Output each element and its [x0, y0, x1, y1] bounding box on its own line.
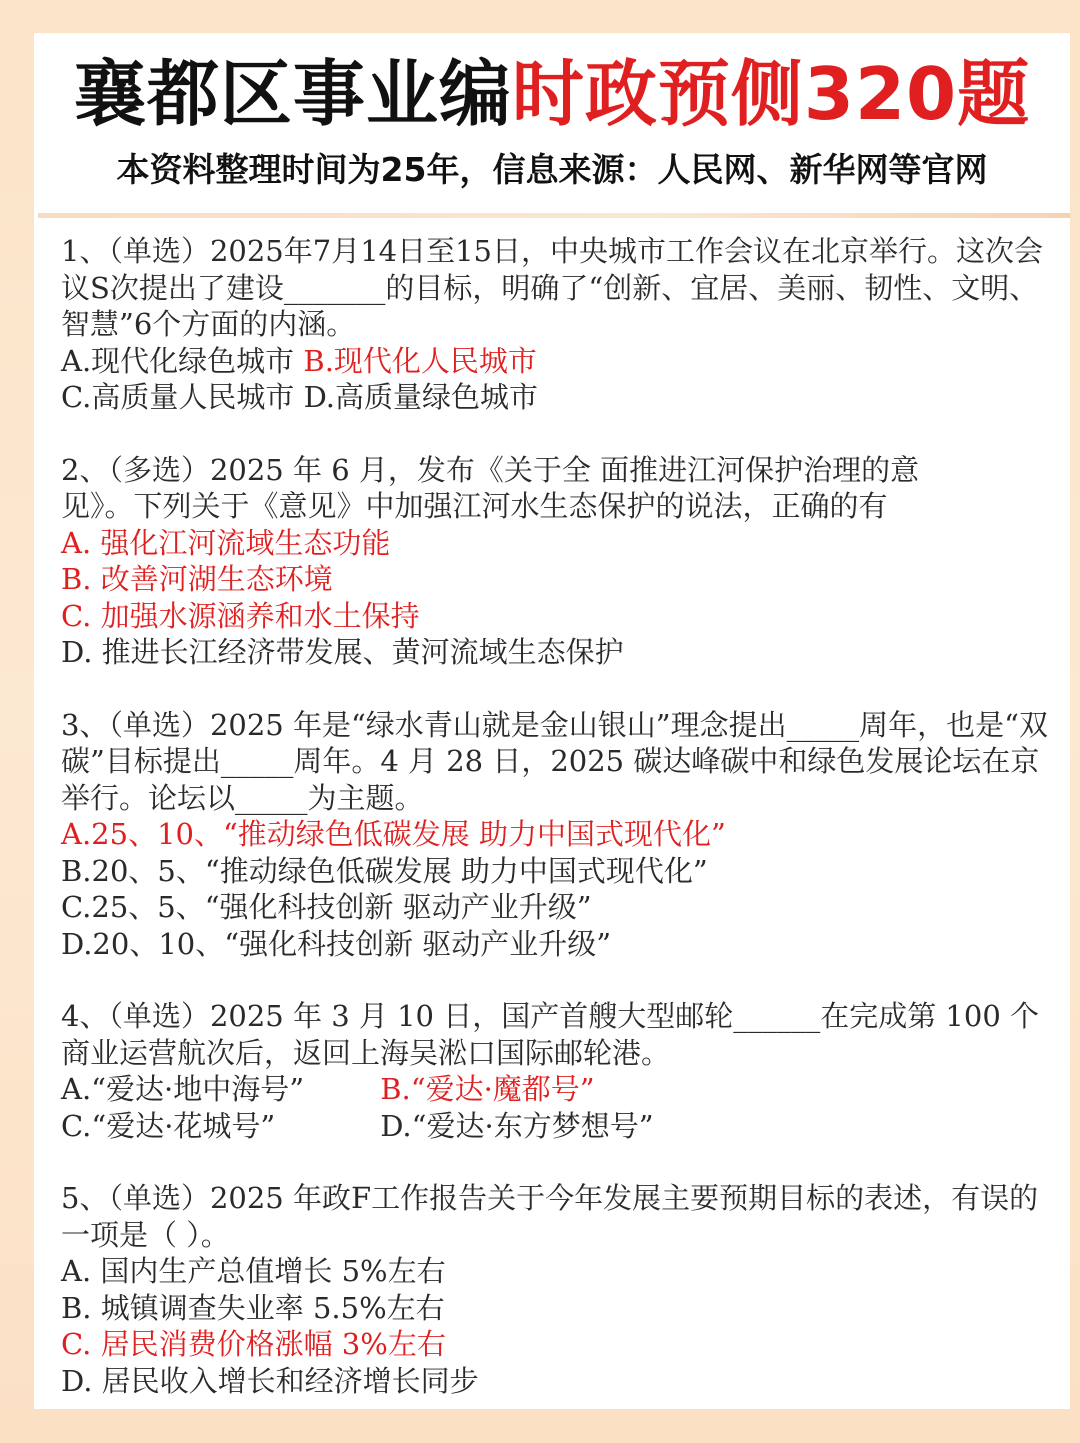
question-4 [61, 998, 1051, 1144]
option-a: A. 国内生产总值增长 5%左右 [61, 1254, 446, 1288]
option-d: D. 居民收入增长和经济增长同步 [61, 1363, 479, 1398]
question-3 [61, 707, 1051, 963]
option-a: A.“爱达·地中海号” [61, 1072, 305, 1106]
divider [38, 213, 1070, 218]
option-a-correct: A.25、10、“推动绿色低碳发展 助力中国式现代化” [61, 817, 726, 851]
page-title [34, 49, 1070, 139]
question-stem-line2: 见》。下列关于《意见》中加强江河水生态保护的说法，正确的有 [61, 489, 888, 523]
page-subtitle: 本资料整理时间为25年，信息来源：人民网、新华网等官网 [116, 150, 988, 189]
option-b-correct: B. 改善河湖生态环境 [61, 562, 333, 596]
question-5 [61, 1180, 1051, 1399]
document-card [34, 33, 1070, 1409]
option-d: D.“爱达·东方梦想号” [380, 1108, 654, 1143]
option-c: C.高质量人民城市 [61, 380, 295, 414]
question-stem: 3、（单选）2025 年是“绿水青山就是金山银山”理念提出_____周年，也是“双碳”目标提出_____周年。4 月 28 日，2025 碳达峰碳中和绿色发展论坛在京举行。论坛以_____为主题。 [61, 707, 1048, 815]
option-c-correct: C. 居民消费价格涨幅 3%左右 [61, 1327, 446, 1361]
option-a: A.现代化绿色城市 [61, 343, 295, 378]
title-black: 襄都区事业编 [73, 52, 512, 136]
option-b-correct: B.现代化人民城市 [303, 343, 537, 378]
option-a-correct: A. 强化江河流域生态功能 [61, 525, 391, 560]
question-stem: 4、（单选）2025 年 3 月 10 日，国产首艘大型邮轮______在完成第 100 个商业运营航次后，返回上海吴淞口国际邮轮港。 [61, 999, 1039, 1070]
question-list [61, 233, 1051, 1399]
question-stem: 5、（单选）2025 年政F工作报告关于今年发展主要预期目标的表述，有误的一项是（ ）。 [61, 1181, 1039, 1252]
option-row [61, 1108, 1051, 1145]
title-red: 时政预侧320题 [511, 52, 1031, 136]
option-row [61, 1071, 1051, 1108]
option-d: D.高质量绿色城市 [303, 380, 539, 414]
question-stem-line1: 2、（多选）2025 年 6 月，发布《关于全 面推进江河保护治理的意 [61, 452, 920, 487]
option-row [61, 343, 1051, 380]
option-row [61, 379, 1051, 416]
option-c-correct: C. 加强水源涵养和水土保持 [61, 598, 420, 633]
option-b-correct: B.“爱达·魔都号” [380, 1072, 595, 1106]
option-c: C.25、5、“强化科技创新 驱动产业升级” [61, 890, 592, 924]
option-c: C.“爱达·花城号” [61, 1108, 276, 1143]
question-1 [61, 233, 1051, 416]
option-d: D.20、10、“强化科技创新 驱动产业升级” [61, 926, 612, 961]
option-d: D. 推进长江经济带发展、黄河流域生态保护 [61, 635, 624, 669]
question-2 [61, 452, 1051, 671]
question-stem: 1、（单选）2025年7月14日至15日，中央城市工作会议在北京举行。这次会议S次提出了建设_______的目标，明确了“创新、宜居、美丽、韧性、文明、智慧”6个方面的内涵。 [61, 234, 1044, 341]
option-b: B. 城镇调查失业率 5.5%左右 [61, 1290, 445, 1325]
option-b: B.20、5、“推动绿色低碳发展 助力中国式现代化” [61, 853, 708, 888]
